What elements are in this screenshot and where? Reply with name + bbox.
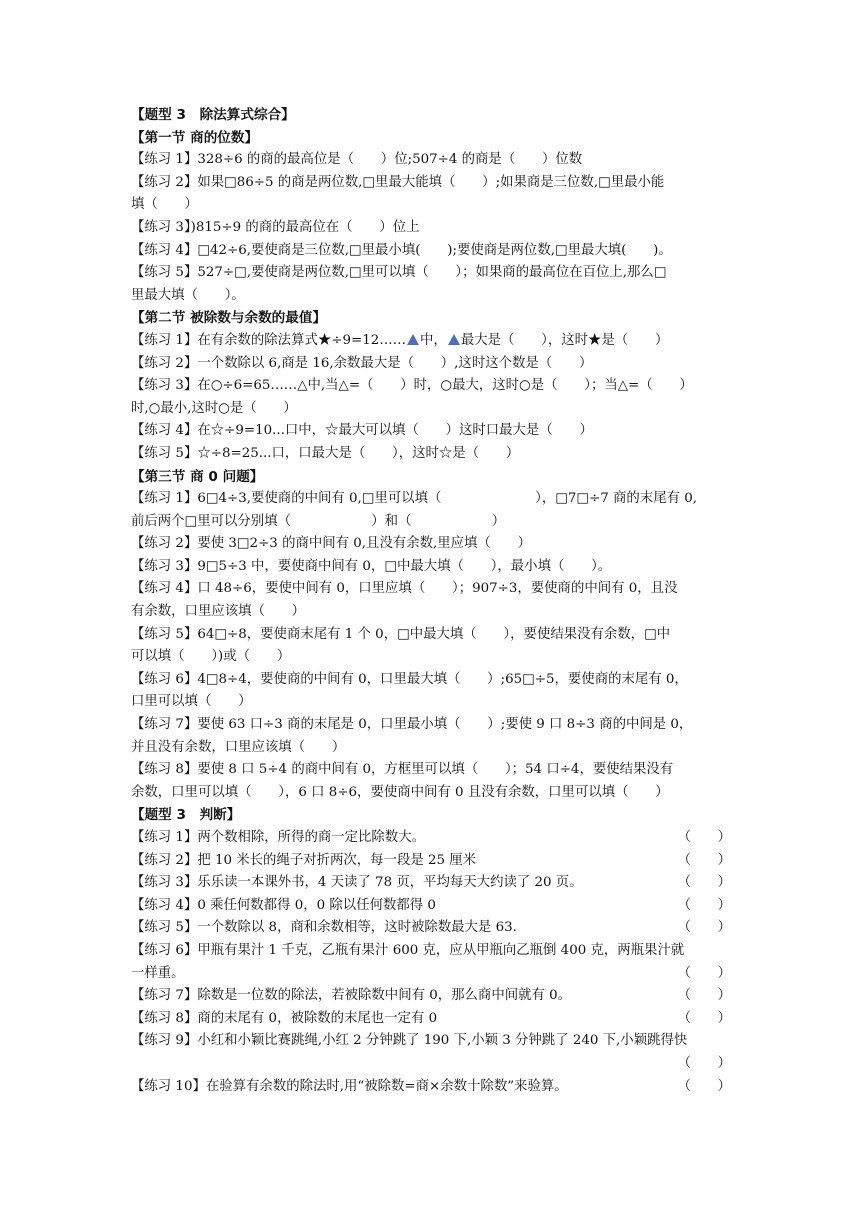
exercise-text: 【练习 1】在有余数的除法算式★÷9=12…… [131,332,407,348]
exercise-text: 【练习 4】□42÷6,要使商是三位数,□里最小填( );要使商是两位数,□里最大填( )。 [131,242,672,258]
exercise-line [131,353,731,376]
exercise-text: 【练习 3】9□5÷3 中，要使商中间有 0，□中最大填（ ），最小填（ ）。 [131,558,612,574]
exercise-text: 【练习 6】4□8÷4，要使商的中间有 0，口里最大填（ ）;65□÷5，要使商的末尾有 0， [131,671,688,687]
exercise-text: 【练习 1】328÷6 的商的最高位是（ ）位;507÷4 的商是（ ）位数 [131,152,583,168]
exercise-text: 【练习 3】在○÷6=65……△中,当△=（ ）时，○最大，这时○是（ ）；当△=（ ） [131,378,693,394]
exercise-line [131,240,731,263]
exercise-line [131,375,731,398]
exercise-line [131,691,731,714]
exercise-text: 【练习 5】64□÷8，要使商末尾有 1 个 0，□中最大填（ ），要使结果没有余数，□中 [131,626,671,642]
exercise-text: 【练习 9】小红和小颖比赛跳绳,小红 2 分钟跳了 190 下,小颖 3 分钟跳了 240 下,小颖跳得快 [131,1033,688,1049]
exercise-line [131,827,731,850]
heading-text: 【题型 3 除法算式综合】 [131,107,295,123]
exercise-line [131,217,731,240]
exercise-text: 【练习 5】527÷□,要使商是两位数,□里可以填（ ）；如果商的最高位在百位上,那么□ [131,265,667,281]
exercise-text: 【练习 2】要使 3□2÷3 的商中间有 0,且没有余数,里应填（ ） [131,536,531,552]
answer-parentheses[interactable]: （ ） [677,1055,731,1071]
triangle-icon [448,334,460,345]
exercise-line [131,872,731,895]
exercise-line [131,624,731,647]
exercise-text: 填（ ） [131,197,198,213]
exercise-text: 【练习 2】把 10 米长的绳子对折两次，每一段是 25 厘米 [131,852,477,868]
exercise-text: 【练习 2】一个数除以 6,商是 16,余数最大是（ ）,这时这个数是（ ） [131,355,593,371]
exercise-line [131,782,731,805]
section-heading [131,804,731,827]
exercise-text: 【练习 5】一个数除以 8，商和余数相等，这时被除数最大是 63. [131,920,517,936]
exercise-line [131,398,731,421]
exercise-text: 中， [420,332,447,348]
exercise-text: 并且没有余数，口里应该填（ ） [131,739,346,755]
exercise-text: 【练习 10】在验算有余数的除法时,用“被除数=商×余数十除数”来验算。 [131,1078,568,1094]
exercise-line [131,669,731,692]
section-heading [131,104,731,127]
answer-parentheses[interactable]: （ ） [677,988,731,1004]
exercise-line [131,1053,731,1076]
answer-parentheses[interactable]: （ ） [677,965,731,981]
exercise-line [131,963,731,986]
exercise-text: 【练习 8】商的末尾有 0，被除数的末尾也一定有 0 [131,1010,438,1026]
exercise-text: 有余数，口里应该填（ ） [131,604,306,620]
answer-parentheses[interactable]: （ ） [677,875,731,891]
exercise-text: 【练习 2】如果□86÷5 的商是两位数,□里最大能填（ ）;如果商是三位数,□里最小能 [131,174,665,190]
answer-parentheses[interactable]: （ ） [677,1010,731,1026]
exercise-line [131,172,731,195]
exercise-text: 【练习 5】☆÷8=25...口，口最大是（ ），这时☆是（ ） [131,445,520,461]
heading-text: 【第一节 商的位数】 [131,129,259,146]
exercise-text: 【练习 1】两个数相除，所得的商一定比除数大。 [131,830,425,845]
exercise-text: 【练习 6】甲瓶有果汁 1 千克，乙瓶有果汁 600 克，应从甲瓶向乙瓶倒 400 克，两瓶果汁就 [131,942,685,958]
exercise-line [131,646,731,669]
answer-parentheses[interactable]: （ ） [677,897,731,913]
exercise-text: 【练习 4】口 48÷6，要使中间有 0，口里应填（ ）；907÷3，要使商的中间有 0，且没 [131,581,678,597]
exercise-text: 【练习 7】要使 63 口÷3 商的末尾是 0，口里最小填（ ）;要使 9 口 8÷3 商的中间是 0， [131,717,693,733]
section-heading [131,466,731,489]
exercise-line [131,262,731,285]
answer-parentheses[interactable]: （ ） [677,852,731,868]
exercise-line [131,488,731,511]
exercise-text: 【练习 1】6□4÷3,要使商的中间有 0,□里可以填（ ），□7□÷7 商的末尾有 0, [131,491,698,507]
exercise-line [131,895,731,918]
exercise-line [131,285,731,308]
triangle-icon [407,334,419,345]
exercise-text: 口里可以填（ ） [131,694,252,710]
exercise-line [131,737,731,760]
heading-text: 【题型 3 判断】 [131,807,241,824]
exercise-text: 最大是（ ），这时★是（ ） [460,332,669,348]
exercise-line [131,578,731,601]
heading-text: 【第三节 商 0 问题】 [131,468,264,485]
exercise-text: 前后两个□里可以分别填（ ）和（ ） [131,513,506,529]
exercise-text: 【练习 4】在☆÷9=10...口中，☆最大可以填（ ）这时口最大是（ ） [131,423,593,439]
exercise-line [131,194,731,217]
exercise-text: 【练习 7】除数是一位数的除法，若被除数中间有 0，那么商中间就有 0。 [131,988,572,1004]
section-heading [131,307,731,330]
answer-parentheses[interactable]: （ ） [677,920,731,936]
exercise-line [131,850,731,873]
answer-parentheses[interactable]: （ ） [677,830,731,845]
exercise-line [131,940,731,963]
exercise-text: 【练习 3】乐乐读一本课外书，4 天读了 78 页，平均每天大约读了 20 页。 [131,875,583,891]
exercise-text: 【练习 8】要使 8 口 5÷4 的商中间有 0，方框里可以填（ ）；54 口÷4，要使结果没有 [131,762,674,778]
exercise-line [131,330,731,353]
exercise-line [131,917,731,940]
heading-text: 【第二节 被除数与余数的最值】 [131,310,327,327]
exercise-line [131,985,731,1008]
exercise-line [131,420,731,443]
exercise-line [131,556,731,579]
exercise-text: 【练习 4】0 乘任何数都得 0，0 除以任何数都得 0 [131,897,436,913]
exercise-line [131,1008,731,1031]
exercise-line [131,149,731,172]
answer-parentheses[interactable]: （ ） [677,1078,731,1094]
exercise-text: 【练习 3】)815÷9 的商的最高位在（ ）位上 [131,219,420,235]
exercise-line [131,1030,731,1053]
exercise-line [131,601,731,624]
worksheet [131,104,731,1098]
exercise-line [131,533,731,556]
exercise-text: 时,○最小,这时○是（ ） [131,400,297,416]
exercise-line [131,443,731,466]
exercise-line [131,714,731,737]
exercise-text: 余数，口里可以填（ ），6 口 8÷6，要使商中间有 0 且没有余数，口里可以填（ ） [131,784,669,800]
exercise-text: 里最大填（ ）。 [131,287,245,303]
exercise-text: 可以填（ ）)或（ ） [131,649,291,665]
exercise-line [131,759,731,782]
exercise-text: 一样重。 [131,965,185,981]
exercise-line [131,1076,731,1099]
exercise-line [131,511,731,534]
section-heading [131,127,731,150]
